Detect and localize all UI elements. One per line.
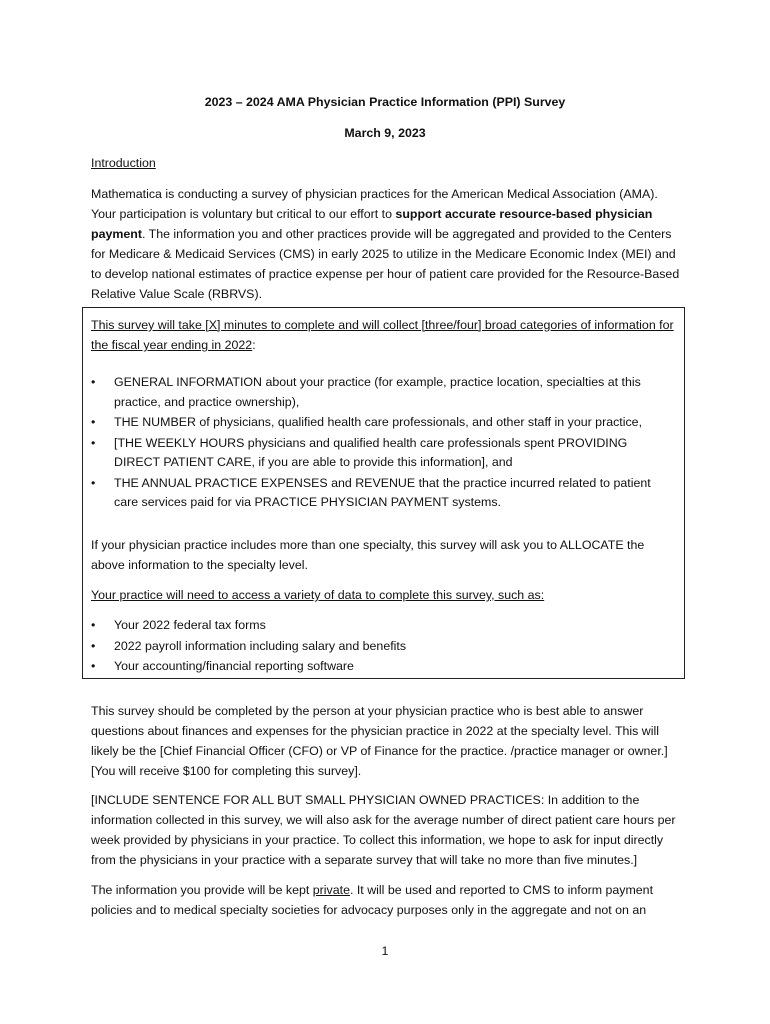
respondent-paragraph: This survey should be completed by the person at your physician practice who is best able to answer questions about finances and expenses for the physician practice in 2022 at the specialty level. This will likely be the [Chief Financial Officer (CFO) or VP of Finance for the practice. /practice manager or owner.] [You will receive $100 for completing this survey]. [91, 704, 668, 778]
intro-heading: Introduction [91, 156, 156, 170]
privacy-paragraph [91, 880, 681, 920]
specialty-note: If your physician practice includes more than one specialty, this survey will ask you to ALLOCATE the above information to the specialty level. [91, 538, 645, 572]
list-item [91, 413, 676, 433]
bullet-icon: • [91, 435, 96, 450]
document-title: 2023 – 2024 AMA Physician Practice Information (PPI) Survey [204, 95, 566, 109]
box-lead [91, 315, 676, 355]
list-item-text: Your accounting/financial reporting software [114, 659, 354, 673]
intro-bold-text: support accurate resource-based physician payment [91, 207, 653, 241]
list-item-text: [THE WEEKLY HOURS physicians and qualified health care professionals spent PROVIDING DIRECT PATIENT CARE, if you are able to provide this information], and [114, 435, 628, 469]
list-item [91, 637, 676, 657]
privacy-text-1: The information you provide will be kept [91, 883, 313, 897]
list-item-text: GENERAL INFORMATION about your practice (for example, practice location, specialties at this practice, and practice ownership), [114, 375, 641, 409]
list-item [91, 657, 676, 677]
list-item-text: THE NUMBER of physicians, qualified health care professionals, and other staff in your practice, [114, 415, 643, 429]
intro-paragraph [91, 184, 681, 304]
intro-text-1: Mathematica is conducting a survey of physician practices for the American Medical Association (AMA). Your participation is voluntary but critical to our effort to [91, 187, 658, 221]
data-source-list [91, 616, 676, 678]
bullet-icon: • [91, 638, 96, 653]
bullet-icon: • [91, 618, 96, 632]
list-item-text: THE ANNUAL PRACTICE EXPENSES and REVENUE that the practice incurred related to patient care services paid for via PRACTICE PHYSICIAN PAYMENT systems. [114, 475, 651, 509]
privacy-underlined-text: private [312, 883, 350, 897]
list-item [91, 373, 676, 412]
intro-text-2: . The information you and other practices provide will be aggregated and provided to the Centers for Medicare & Medicaid Services (CMS) in early 2025 to utilize in the Medicare Economic Index (MEI) and to develop national estimates of practice expense per hour of patient care provided for the Resource-Based Relative Value Scale (RBRVS). [91, 227, 680, 301]
include-sentence-paragraph: [INCLUDE SENTENCE FOR ALL BUT SMALL PHYSICIAN OWNED PRACTICES: In addition to the information collected in this survey, we will also ask for the average number of direct patient care hours per week provided by physicians in your practice. To collect this information, we hope to ask for input directly from the physicians in your practice with a separate survey that will take no more than five minutes.] [91, 793, 676, 867]
bullet-icon: • [91, 659, 96, 673]
box-lead-colon: : [252, 338, 256, 352]
privacy-text-2: . It will be used and reported to CMS to inform payment policies and to medical specialty societies for advocacy purposes only in the aggregate and not on an [91, 883, 654, 917]
list-item [91, 474, 676, 513]
list-item-text: 2022 payroll information including salary and benefits [114, 638, 407, 653]
box-lead-text: This survey will take [X] minutes to complete and will collect [three/four] broad categories of information for the fiscal year ending in 2022 [91, 318, 674, 352]
document-date: March 9, 2023 [344, 126, 426, 140]
list-item [91, 616, 676, 636]
list-item [91, 434, 676, 473]
survey-info-box [82, 307, 685, 679]
list-item-text: Your 2022 federal tax forms [114, 618, 266, 632]
bullet-icon: • [91, 475, 96, 490]
page-number: 1 [381, 944, 389, 958]
bullet-icon: • [91, 375, 96, 389]
bullet-icon: • [91, 415, 96, 429]
category-list [91, 373, 676, 514]
data-access-lead: Your practice will need to access a variety of data to complete this survey, such as: [91, 588, 545, 602]
